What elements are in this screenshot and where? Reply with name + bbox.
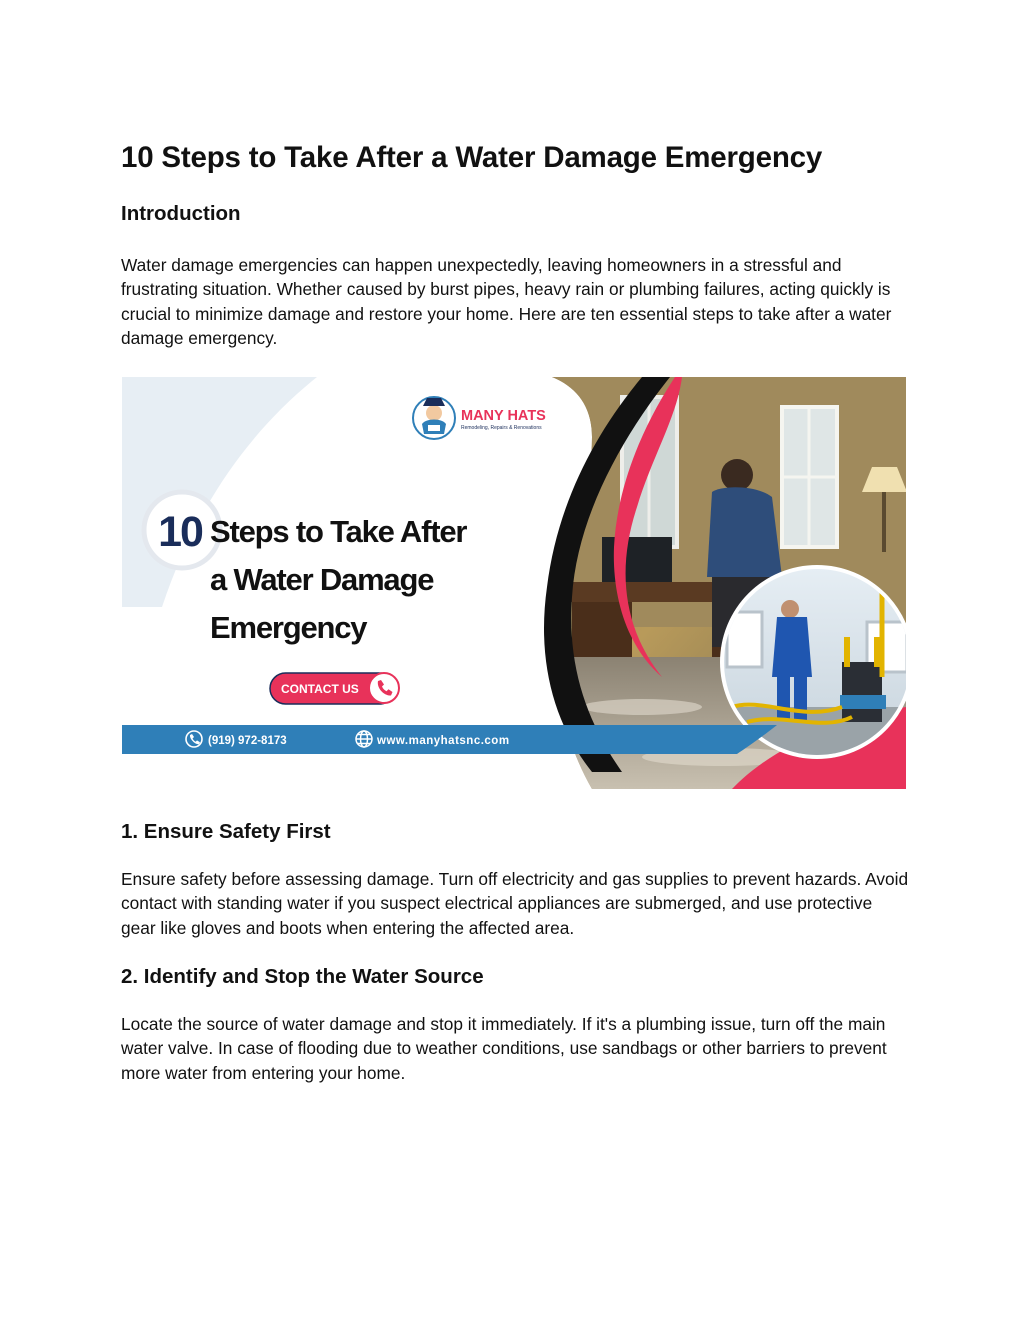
page-title: 10 Steps to Take After a Water Damage Emergency <box>121 141 823 174</box>
contact-us-button[interactable] <box>270 673 399 704</box>
banner-number: 10 <box>158 508 202 556</box>
banner-phone: (919) 972-8173 <box>208 735 287 747</box>
banner-headline-line2: a Water Damage <box>210 562 434 597</box>
banner-headline-line1: Steps to Take After <box>210 514 467 549</box>
intro-paragraph: Water damage emergencies can happen unexpectedly, leaving homeowners in a stressful and frustrating situation. Whether caused by burst pipes, heavy rain or plumbing failures, acting quickly is crucial to minimize damage and restore your home. Here are ten essential steps to take after a water damage emergency. <box>121 255 892 348</box>
brand-name: MANY HATS <box>461 408 546 424</box>
contact-us-label: CONTACT US <box>281 682 359 696</box>
intro-heading: Introduction <box>121 202 241 225</box>
promo-banner-image <box>122 377 906 789</box>
section-2-heading: 2. Identify and Stop the Water Source <box>121 965 484 988</box>
section-1-heading: 1. Ensure Safety First <box>121 820 331 843</box>
section-1-body: Ensure safety before assessing damage. Turn off electricity and gas supplies to prevent hazards. Avoid contact with standing water if you suspect electrical appliances are submerged, and use protective gear like gloves and boots when entering the affected area. <box>121 869 909 938</box>
section-2-body: Locate the source of water damage and stop it immediately. If it's a plumbing issue, turn off the main water valve. In case of flooding due to weather conditions, use sandbags or other barriers to prevent more water from entering your home. <box>121 1014 887 1083</box>
banner-website: www.manyhatsnc.com <box>377 735 510 747</box>
banner-headline-line3: Emergency <box>210 610 367 645</box>
logo-mascot-icon <box>413 397 455 439</box>
brand-tagline: Remodeling, Repairs & Renovations <box>461 425 542 431</box>
